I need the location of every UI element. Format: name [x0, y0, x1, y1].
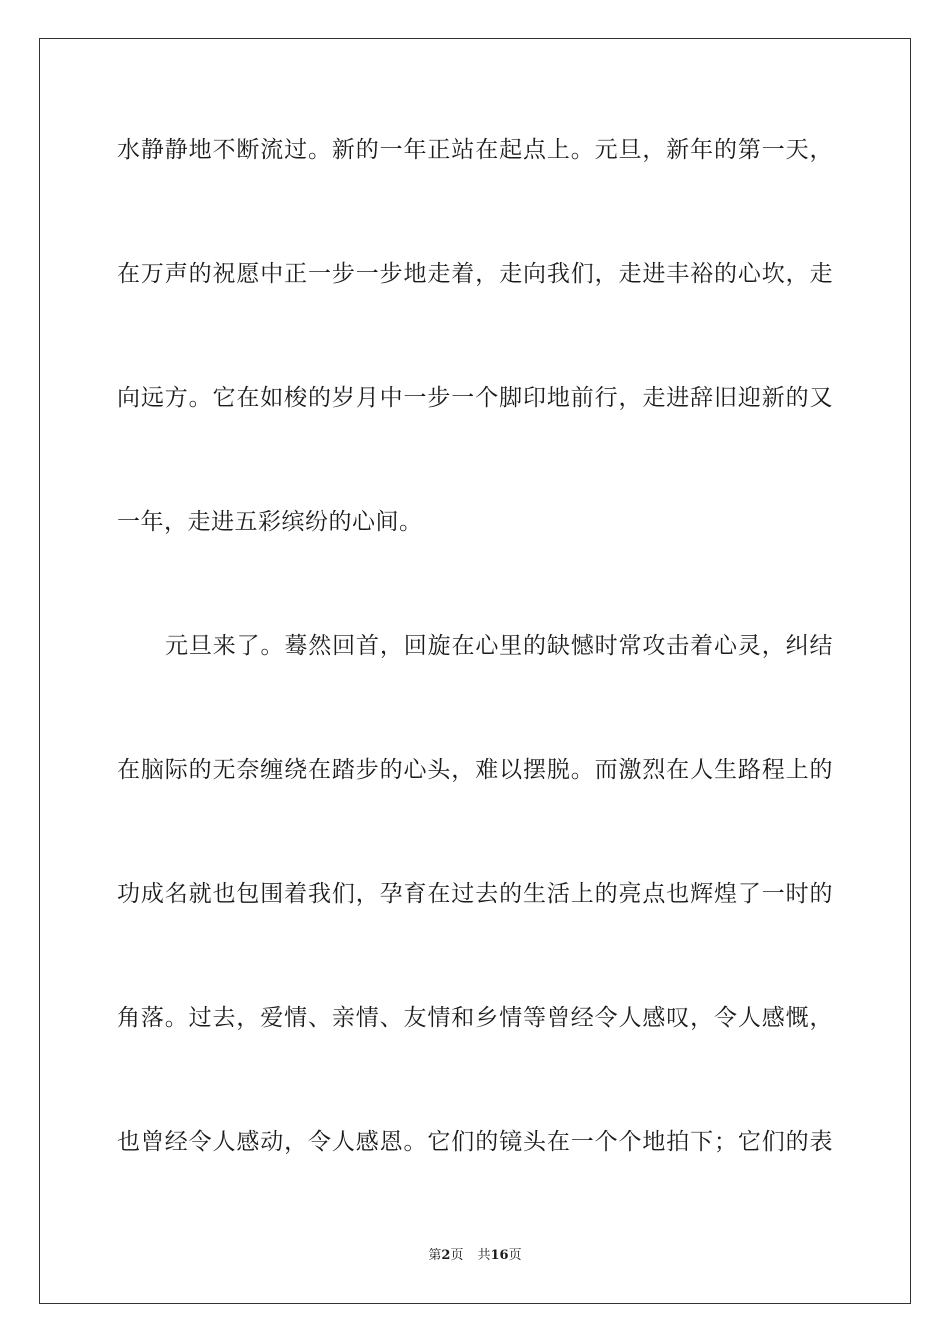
paragraph-line-8: 角落。过去，爱情、亲情、友情和乡情等曾经令人感叹，令人感慨，: [117, 1005, 833, 1031]
paragraph-line-4: 一年，走进五彩缤纷的心间。: [117, 509, 423, 535]
paragraph-line-7: 功成名就也包围着我们，孕育在过去的生活上的亮点也辉煌了一时的: [117, 881, 833, 907]
paragraph-line-1: 水静静地不断流过。新的一年正站在起点上。元旦，新年的第一天，: [117, 137, 833, 163]
footer-total-pages: 16: [490, 1248, 509, 1263]
paragraph-line-2: 在万声的祝愿中正一步一步地走着，走向我们，走进丰裕的心坎，走: [117, 261, 833, 287]
paragraph-line-5: 元旦来了。蓦然回首，回旋在心里的缺憾时常攻击着心灵，纠结: [165, 633, 833, 659]
paragraph-line-6: 在脑际的无奈缠绕在踏步的心头，难以摆脱。而激烈在人生路程上的: [117, 757, 833, 783]
footer-page-number: 2: [441, 1248, 451, 1263]
page-border: [39, 38, 911, 1304]
page-footer: [0, 1247, 950, 1265]
footer-total-suffix: 页: [508, 1248, 522, 1263]
footer-total-prefix: 共: [477, 1248, 491, 1263]
footer-page-prefix: 第: [428, 1248, 442, 1263]
paragraph-line-9: 也曾经令人感动，令人感恩。它们的镜头在一个个地拍下；它们的表: [117, 1129, 833, 1155]
footer-page-suffix: 页: [450, 1248, 464, 1263]
paragraph-line-3: 向远方。它在如梭的岁月中一步一个脚印地前行，走进辞旧迎新的又: [117, 385, 833, 411]
